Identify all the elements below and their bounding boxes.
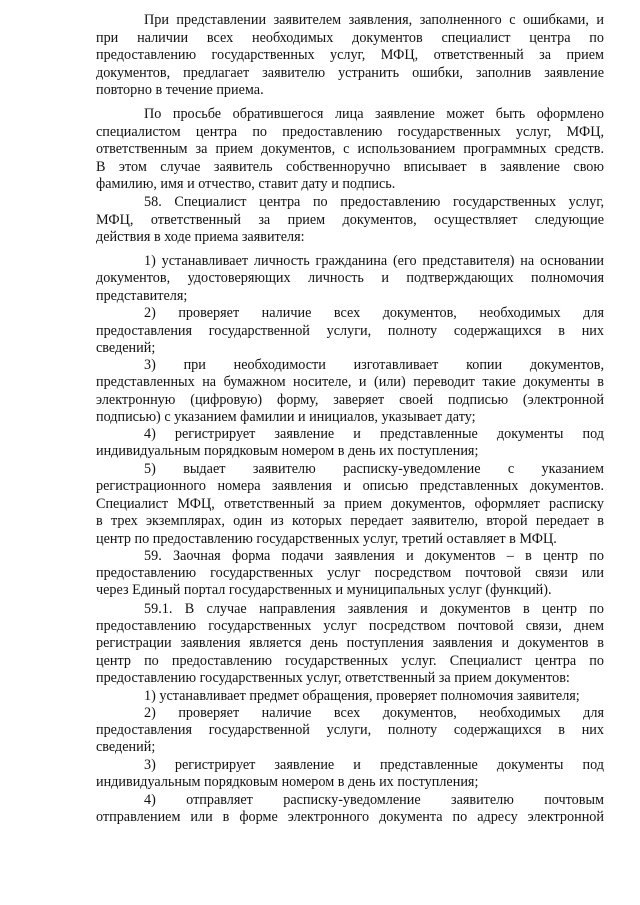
text-line: 5) выдает заявителю расписку-уведомление с указанием	[144, 461, 604, 477]
text-line: в трех экземплярах, один из которых передает заявителю, второй передает в	[96, 513, 604, 529]
text-line: 2) проверяет наличие всех документов, необходимых для	[144, 305, 604, 321]
text-line: 2) проверяет наличие всех документов, необходимых для	[144, 705, 604, 721]
text-line: подписью) с указанием фамилии и инициалов, указывает дату;	[96, 409, 476, 425]
text-line: предоставлению государственных услуг, ответственный за прием документов:	[96, 670, 570, 686]
text-line: при наличии всех необходимых документов специалист центра по	[96, 30, 604, 46]
text-line: предоставлению государственных услуг посредством почтовой связи, днем	[96, 618, 604, 634]
text-line: 59. Заочная форма подачи заявления и документов – в центр по	[144, 548, 604, 564]
text-line: 1) устанавливает предмет обращения, проверяет полномочия заявителя;	[144, 688, 580, 704]
text-line: 4) отправляет расписку-уведомление заявителю почтовым	[144, 792, 604, 808]
text-line: специалистом центра по предоставлению государственных услуг, МФЦ,	[96, 124, 604, 140]
text-line: действия в ходе приема заявителя:	[96, 229, 305, 245]
text-line: 4) регистрирует заявление и представленные документы под	[144, 426, 604, 442]
text-line: сведений;	[96, 739, 156, 755]
text-line: В этом случае заявитель собственноручно вписывает в заявление свою	[96, 159, 604, 175]
text-line: 1) устанавливает личность гражданина (его представителя) на основании	[144, 253, 604, 269]
text-line: 3) при необходимости изготавливает копии документов,	[144, 357, 604, 373]
text-line: предоставлению государственных услуг, МФЦ, ответственный за прием	[96, 47, 604, 63]
text-line: документов, удостоверяющих личность и подтверждающих полномочия	[96, 270, 604, 286]
text-line: электронную (цифровую) форму, заверяет своей подписью (электронной	[96, 392, 604, 408]
text-line: По просьбе обратившегося лица заявление может быть оформлено	[144, 106, 604, 122]
text-line: фамилию, имя и отчество, ставит дату и подпись.	[96, 176, 396, 192]
text-line: регистрационного номера заявления и описью представленных документов.	[96, 478, 604, 494]
text-line: индивидуальным порядковым номером в день их поступления;	[96, 443, 479, 459]
text-line: регистрации заявления является день поступления заявления и документов в	[96, 635, 604, 651]
text-line: 3) регистрирует заявление и представленные документы под	[144, 757, 604, 773]
text-line: При представлении заявителем заявления, заполненного с ошибками, и	[144, 12, 604, 28]
text-line: через Единый портал государственных и муниципальных услуг (функций).	[96, 582, 552, 598]
text-line: центр по предоставлению государственных услуг, третий оставляет в МФЦ.	[96, 531, 557, 547]
text-line: повторно в течение приема.	[96, 82, 264, 98]
text-line: представителя;	[96, 288, 188, 304]
text-line: документов, предлагает заявителю устранить ошибки, заполнив заявление	[96, 65, 604, 81]
text-line: 58. Специалист центра по предоставлению государственных услуг,	[144, 194, 604, 210]
text-line: МФЦ, ответственный за прием документов, осуществляет следующие	[96, 212, 604, 228]
text-line: предоставления государственной услуги, полноту содержащихся в них	[96, 722, 604, 738]
text-line: центр по предоставлению государственных услуг. Специалист центра по	[96, 653, 604, 669]
text-line: Специалист МФЦ, ответственный за прием документов, оформляет расписку	[96, 496, 604, 512]
text-line: предоставлению государственных услуг посредством почтовой связи или	[96, 565, 604, 581]
text-line: 59.1. В случае направления заявления и документов в центр по	[144, 601, 604, 617]
text-line: отправлением или в форме электронного документа по адресу электронной	[96, 809, 604, 825]
text-line: представленных на бумажном носителе, и (или) переводит такие документы в	[96, 374, 604, 390]
text-line: сведений;	[96, 340, 156, 356]
text-line: предоставления государственной услуги, полноту содержащихся в них	[96, 323, 604, 339]
text-line: ответственным за прием документов, с использованием программных средств.	[96, 141, 604, 157]
text-line: индивидуальным порядковым номером в день их поступления;	[96, 774, 479, 790]
